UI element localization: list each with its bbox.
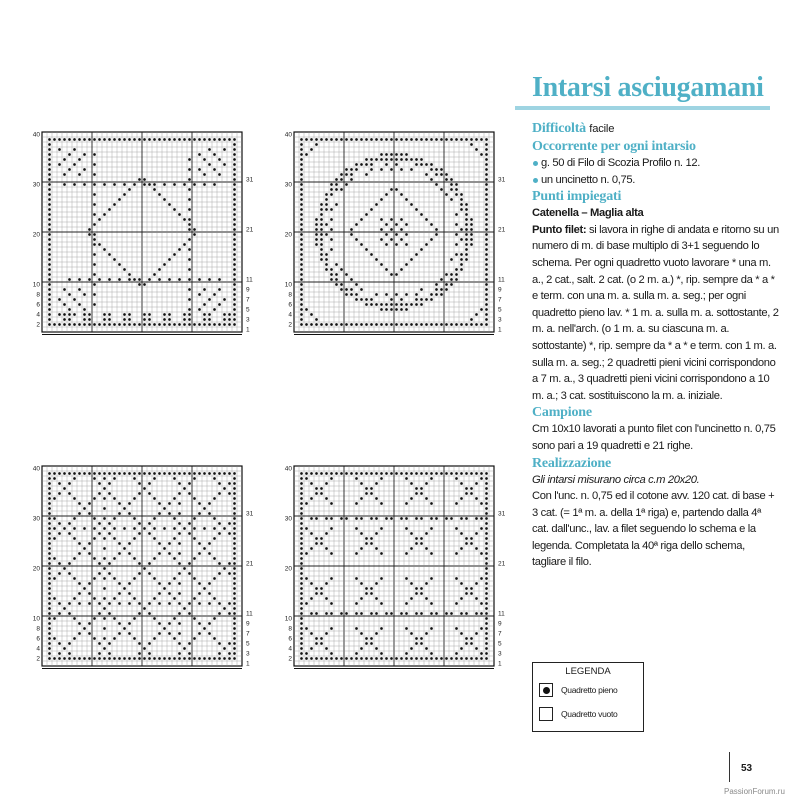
svg-text:31: 31 <box>498 176 506 184</box>
realizzazione-heading: Realizzazione <box>532 455 612 471</box>
legend-row-empty <box>539 707 617 721</box>
occorrente-item: un uncinetto n. 0,75. <box>532 172 780 189</box>
svg-text:40: 40 <box>32 131 40 139</box>
svg-text:30: 30 <box>32 181 40 189</box>
filet-chart-1 <box>30 126 270 348</box>
watermark: PassionForum.ru <box>724 787 785 796</box>
svg-text:10: 10 <box>284 281 292 289</box>
svg-text:4: 4 <box>36 311 40 319</box>
svg-text:11: 11 <box>246 276 253 284</box>
svg-text:9: 9 <box>498 620 502 628</box>
difficolta-value: facile <box>589 123 615 135</box>
svg-text:3: 3 <box>498 650 502 658</box>
svg-text:8: 8 <box>288 625 292 633</box>
svg-text:5: 5 <box>246 640 250 648</box>
occorrente-item: g. 50 di Filo di Scozia Profilo n. 12. <box>532 155 780 172</box>
filet-chart-4 <box>282 460 522 682</box>
legend-title: LEGENDA <box>565 666 611 677</box>
svg-text:5: 5 <box>498 640 502 648</box>
svg-text:10: 10 <box>32 615 40 623</box>
svg-text:11: 11 <box>498 610 505 618</box>
svg-text:10: 10 <box>32 281 40 289</box>
difficolta-heading: Difficoltà facile <box>532 121 615 136</box>
svg-text:40: 40 <box>32 465 40 473</box>
svg-text:2: 2 <box>36 655 40 663</box>
svg-text:6: 6 <box>288 635 292 643</box>
svg-text:1: 1 <box>498 326 502 334</box>
svg-text:21: 21 <box>498 226 506 234</box>
page-number: 53 <box>741 763 753 774</box>
svg-text:6: 6 <box>288 301 292 309</box>
empty-square-icon <box>539 707 553 721</box>
legend-filled-label: Quadretto pieno <box>561 685 618 695</box>
svg-text:7: 7 <box>498 296 502 304</box>
punti-stitches: Catenella – Maglia alta <box>532 207 644 220</box>
legend-row-filled <box>539 683 617 697</box>
svg-text:3: 3 <box>498 316 502 324</box>
punto-filet-text: si lavora in righe di andata e ritorno su un numero di m. di base multiplo di 3+1 seguendo lo schema. Per ogni quadretto vuoto lavorare * una m. a., 2 cat., salt. 2 cat. (o 2 m. a.) *, rip. sempre da * a * e term. con una m. a. sulla m. a. seg.; per ogni quadretto pieno lav. * 1 m. a. sulla m. a. sottostante, 2 m. a. nell'arch. (o 1 m. a. su ciascuna m. a. sottostante) *, rip. sempre da * a * e term. con 1 m. a. sulla m. a. seg.; 2 quadretti pieni vicini corrispondono a 7 m. a., 3 quadretti pieni vicini corrispondono a 10 m. a.; 3 cat. sostituiscono la m. a. iniziale. <box>532 223 779 402</box>
svg-text:1: 1 <box>498 660 502 668</box>
occorrente-heading: Occorrente per ogni intarsio <box>532 139 696 154</box>
svg-text:8: 8 <box>36 291 40 299</box>
svg-text:7: 7 <box>246 630 250 638</box>
filled-square-dot-icon <box>539 683 553 697</box>
filet-chart-3 <box>30 460 270 682</box>
punto-filet-label: Punto filet: <box>532 223 587 236</box>
svg-text:20: 20 <box>32 231 40 239</box>
svg-text:5: 5 <box>498 306 502 314</box>
svg-text:31: 31 <box>246 510 254 518</box>
svg-text:1: 1 <box>246 326 250 334</box>
punti-heading: Punti impiegati <box>532 189 622 205</box>
svg-text:10: 10 <box>284 615 292 623</box>
page-number-rule <box>729 752 730 782</box>
svg-text:5: 5 <box>246 306 250 314</box>
svg-text:6: 6 <box>36 301 40 309</box>
svg-text:9: 9 <box>246 286 250 294</box>
realizzazione-text: Con l'unc. n. 0,75 ed il cotone avv. 120 cat. di base + 3 cat. (= 1ª m. a. della 1ª riga) e, partendo dalla 4ª cat. dall'unc., lav. a filet seguendo lo schema e la legenda. Completata la 40ª riga dello schema, tagliare il filo. <box>532 490 775 569</box>
svg-text:20: 20 <box>284 231 292 239</box>
punto-filet-paragraph <box>532 222 780 405</box>
svg-text:3: 3 <box>246 650 250 658</box>
svg-text:30: 30 <box>32 515 40 523</box>
filet-chart-2 <box>282 126 522 348</box>
campione-text: Cm 10x10 lavorati a punto filet con l'uncinetto n. 0,75 sono pari a 19 quadretti e 21 righe. <box>532 423 776 452</box>
svg-text:21: 21 <box>246 226 254 234</box>
svg-text:6: 6 <box>36 635 40 643</box>
svg-text:9: 9 <box>246 620 250 628</box>
svg-text:30: 30 <box>284 181 292 189</box>
svg-text:21: 21 <box>246 560 254 568</box>
svg-text:20: 20 <box>284 565 292 573</box>
svg-text:2: 2 <box>36 321 40 329</box>
svg-text:9: 9 <box>498 286 502 294</box>
svg-text:21: 21 <box>498 560 506 568</box>
svg-text:7: 7 <box>498 630 502 638</box>
svg-text:31: 31 <box>498 510 506 518</box>
svg-text:11: 11 <box>246 610 253 618</box>
svg-text:3: 3 <box>246 316 250 324</box>
svg-text:4: 4 <box>288 645 292 653</box>
legend-box <box>532 662 644 732</box>
title-rule <box>515 106 770 110</box>
legend-empty-label: Quadretto vuoto <box>561 709 618 719</box>
svg-text:11: 11 <box>498 276 505 284</box>
svg-text:8: 8 <box>36 625 40 633</box>
svg-text:31: 31 <box>246 176 254 184</box>
svg-text:2: 2 <box>288 321 292 329</box>
svg-text:7: 7 <box>246 296 250 304</box>
svg-text:8: 8 <box>288 291 292 299</box>
instructions-column <box>532 120 780 571</box>
svg-text:40: 40 <box>284 131 292 139</box>
svg-text:1: 1 <box>246 660 250 668</box>
campione-heading: Campione <box>532 405 592 421</box>
svg-text:20: 20 <box>32 565 40 573</box>
page-title: Intarsi asciugamani <box>532 72 764 103</box>
svg-text:4: 4 <box>36 645 40 653</box>
svg-text:40: 40 <box>284 465 292 473</box>
svg-text:4: 4 <box>288 311 292 319</box>
svg-text:30: 30 <box>284 515 292 523</box>
svg-text:2: 2 <box>288 655 292 663</box>
realizzazione-size: Gli intarsi misurano circa c.m 20x20. <box>532 473 700 486</box>
